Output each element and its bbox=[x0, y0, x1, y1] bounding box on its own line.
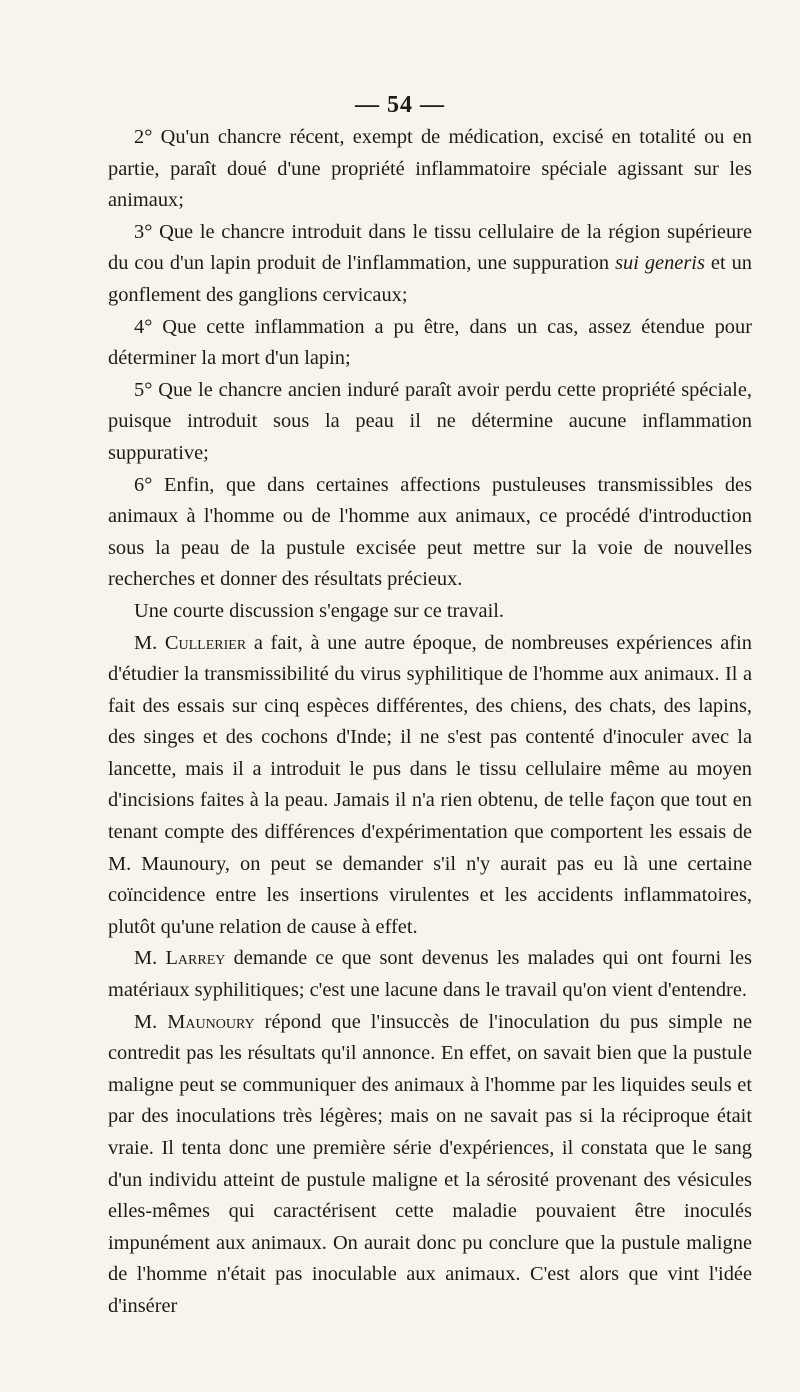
cullerier-text: a fait, à une autre époque, de nombreuses expériences afin d'étudier la transmissibilité du virus syphilitique de l'homme aux animaux. Il a fait des essais sur cinq espèces différentes, des chiens, des chats, des lapins, des singes et des cochons d'Inde; il ne s'est pas contenté d'inoculer avec la lancette, mais il a introduit le pus dans le tissu cellulaire même au moyen d'incisions faites à la peau. Jamais il n'a rien obtenu, de telle façon que tout en tenant compte des différences d'expérimentation que comportent les essais de M. Maunoury, on peut se demander s'il n'y aurait pas eu là une certaine coïncidence entre les insertions virulentes et les accidents inflammatoires, plutôt qu'une relation de cause à effet. bbox=[108, 631, 752, 938]
speaker-name: M. Maunoury bbox=[134, 1010, 255, 1033]
conclusion-3 bbox=[108, 217, 752, 312]
conclusion-6: 6° Enfin, que dans certaines affections pustuleuses transmissibles des animaux à l'homme ou de l'homme aux animaux, ce procédé d'introduction sous la peau de la pustule excisée peut mettre sur la voie de nouvelles recherches et donner des résultats précieux. bbox=[108, 473, 752, 591]
conclusion-5: 5° Que le chancre ancien induré paraît avoir perdu cette propriété spéciale, puisque introduit sous la peau il ne détermine aucune inflammation suppurative; bbox=[108, 378, 752, 464]
discussion-intro: Une courte discussion s'engage sur ce travail. bbox=[134, 599, 505, 622]
speaker-name: M. Cullerier bbox=[134, 631, 247, 654]
larrey-text: demande ce que sont devenus les malades qui ont fourni les matériaux syphilitiques; c'est une lacune dans le travail qu'on vient d'entendre. bbox=[108, 947, 752, 1002]
body-text bbox=[108, 122, 752, 1323]
maunoury-paragraph bbox=[108, 1007, 752, 1323]
larrey-paragraph bbox=[108, 943, 752, 1006]
conclusion-4: 4° Que cette inflammation a pu être, dans un cas, assez étendue pour déterminer la mort d'un lapin; bbox=[108, 315, 752, 370]
conclusion-3-end: et un gonflement des ganglions cervicaux; bbox=[108, 252, 753, 306]
speaker-name: M. Larrey bbox=[134, 947, 226, 970]
cullerier-paragraph bbox=[108, 628, 752, 944]
latin-phrase: sui generis bbox=[615, 252, 705, 275]
maunoury-text: répond que l'insuccès de l'inoculation du pus simple ne contredit pas les résultats qu'il annonce. En effet, on savait bien que la pustule maligne peut se communiquer des animaux à l'homme par les liquides seuls et par des inoculations très légères; mais on ne savait pas si la réciproque était vraie. Il tenta donc une première série d'expériences, il constata que le sang d'un individu atteint de pustule maligne et la sérosité provenant des vésicules elles-mêmes qui caractérisent cette maladie pouvaient être inoculés impunément aux animaux. On aurait donc pu conclure que la pustule maligne de l'homme n'était pas inoculable aux animaux. C'est alors que vint l'idée d'insérer bbox=[108, 1010, 753, 1317]
conclusion-2: 2° Qu'un chancre récent, exempt de médication, excisé en totalité ou en partie, paraît doué d'une propriété inflammatoire spéciale agissant sur les animaux; bbox=[108, 126, 752, 212]
conclusion-3-text: 3° Que le chancre introduit dans le tissu cellulaire de la région supérieure du cou d'un lapin produit de l'inflammation, une suppuration bbox=[108, 220, 752, 275]
page-number: — 54 — bbox=[355, 92, 445, 118]
